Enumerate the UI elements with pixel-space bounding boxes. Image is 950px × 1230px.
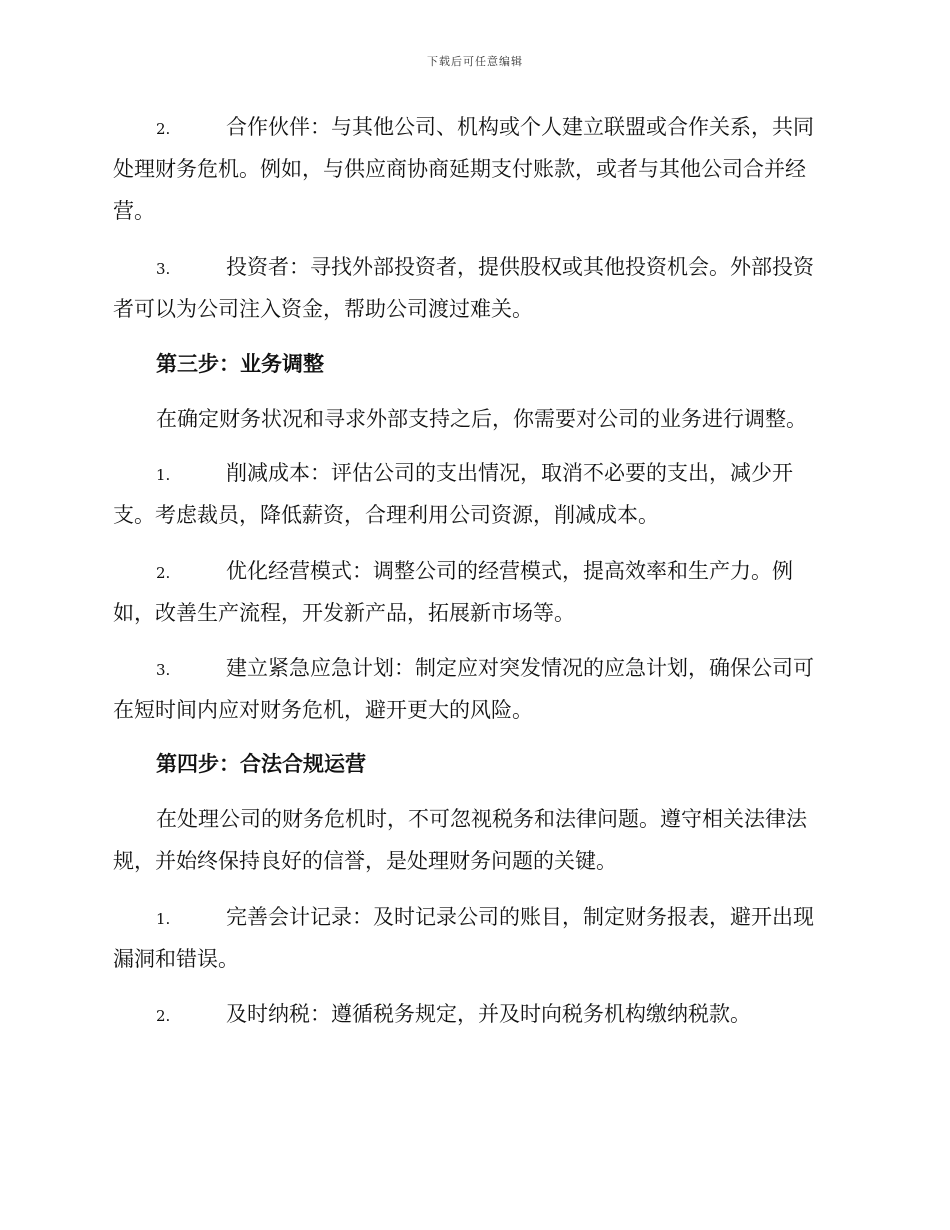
list-item-optimize-model [113,550,835,634]
paragraph-line [113,246,835,288]
intro-paragraph-step-four [113,798,835,882]
list-number: 1. [156,910,171,928]
list-item-tax [113,993,835,1035]
paragraph-line: 营。 [113,199,155,223]
paragraph-line [113,550,835,592]
paragraph-line [113,896,835,938]
paragraph-line: 漏洞和错误。 [113,947,239,971]
paragraph-line: 支。考虑裁员，降低薪资，合理利用公司资源，削减成本。 [113,503,659,527]
list-number: 1. [156,466,171,484]
paragraph-text: 优化经营模式：调整公司的经营模式，提高效率和生产力。例 [226,559,793,583]
section-heading-step-four [113,743,835,785]
paragraph-line: 如，改善生产流程，开发新产品，拓展新市场等。 [113,601,575,625]
paragraph-text: 建立紧急应急计划：制定应对突发情况的应急计划，确保公司可 [226,656,814,680]
list-item-cut-costs [113,452,835,536]
list-item-accounting [113,896,835,980]
list-number: 3. [156,260,171,278]
list-item-partners [113,106,835,232]
paragraph-line [113,452,835,494]
paragraph-line: 规，并始终保持良好的信誉，是处理财务问题的关键。 [113,849,617,873]
list-item-investors [113,246,835,330]
list-item-emergency-plan [113,647,835,731]
list-number: 3. [156,661,171,679]
list-number: 2. [156,120,171,138]
section-heading: 第四步：合法合规运营 [156,751,366,776]
section-heading-step-three [113,343,835,385]
list-number: 2. [156,564,171,582]
intro-paragraph-step-three [113,398,835,440]
paragraph-text: 及时纳税：遵循税务规定，并及时向税务机构缴纳税款。 [226,1002,751,1026]
paragraph-line [113,647,835,689]
paragraph-text: 投资者：寻找外部投资者，提供股权或其他投资机会。外部投资 [226,255,814,279]
paragraph-text: 削减成本：评估公司的支出情况，取消不必要的支出，减少开 [226,461,793,485]
paragraph-line: 在确定财务状况和寻求外部支持之后，你需要对公司的业务进行调整。 [156,407,807,431]
paragraph-text: 合作伙伴：与其他公司、机构或个人建立联盟或合作关系，共同 [226,115,814,139]
paragraph-line [113,106,835,148]
paragraph-line: 在处理公司的财务危机时，不可忽视税务和法律问题。遵守相关法律法 [156,807,807,831]
paragraph-line: 者可以为公司注入资金，帮助公司渡过难关。 [113,297,533,321]
paragraph-line: 在短时间内应对财务危机，避开更大的风险。 [113,698,533,722]
list-number: 2. [156,1007,171,1025]
paragraph-line: 处理财务危机。例如，与供应商协商延期支付账款，或者与其他公司合并经 [113,157,806,181]
section-heading: 第三步：业务调整 [156,351,324,376]
paragraph-text: 完善会计记录：及时记录公司的账目，制定财务报表，避开出现 [226,905,814,929]
paragraph-line [113,993,835,1035]
page-header: 下载后可任意编辑 [427,55,523,68]
